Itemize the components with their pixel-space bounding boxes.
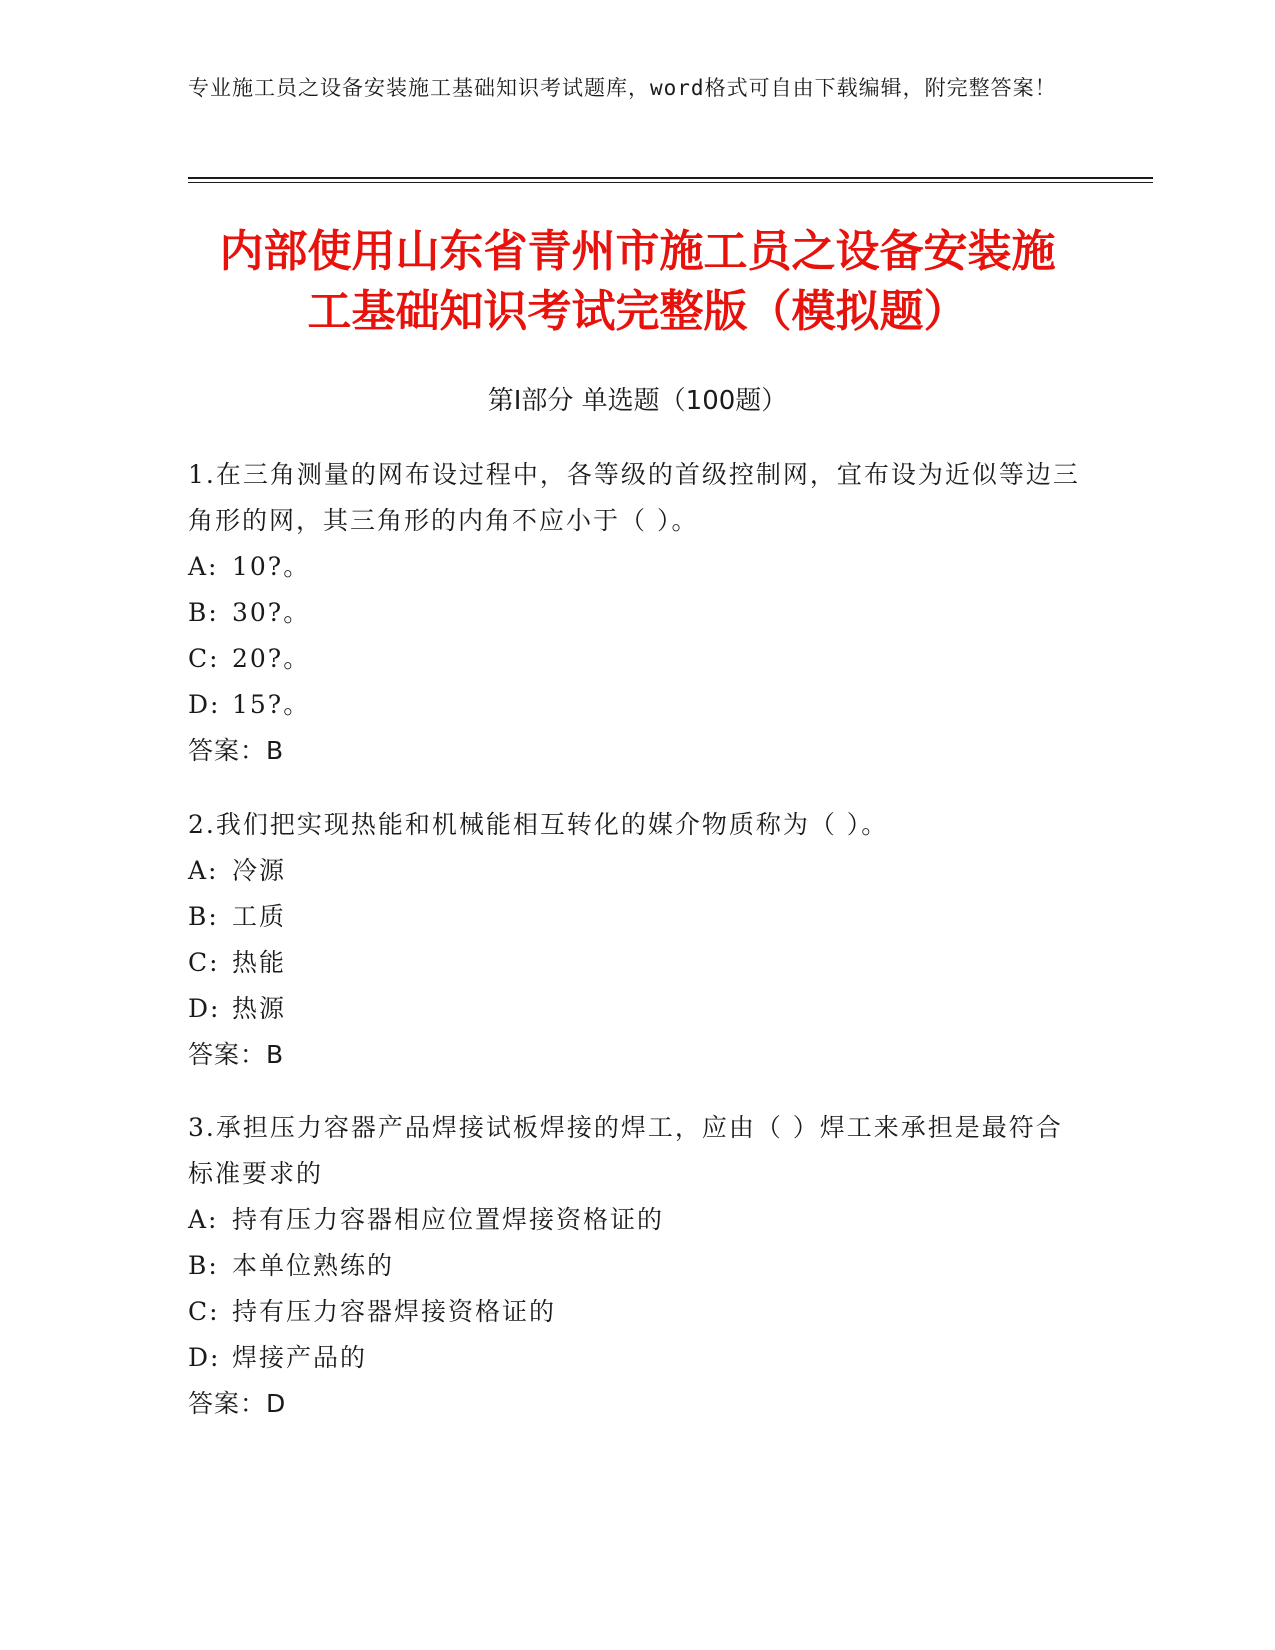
option-text: 持有压力容器焊接资格证的 (232, 1297, 557, 1326)
section-heading: 第Ⅰ部分 单选题（100题） (487, 386, 788, 416)
question-3 (188, 1105, 1088, 1427)
question-option (188, 1289, 1088, 1335)
header-divider-thin (188, 182, 1153, 183)
question-stem: 1.在三角测量的网布设过程中，各等级的首级控制网，宜布设为近似等边三角形的网，其三角形的内角不应小于（ ）。 (188, 460, 1080, 535)
option-text: 10?。 (232, 552, 311, 581)
option-text: 焊接产品的 (232, 1343, 368, 1372)
option-letter: C: (188, 644, 220, 673)
question-stem: 2.我们把实现热能和机械能相互转化的媒介物质称为（ ）。 (188, 810, 889, 839)
document-title (150, 222, 1125, 342)
question-option (188, 894, 1088, 940)
question-stem: 3.承担压力容器产品焊接试板焊接的焊工，应由（ ）焊工来承担是最符合标准要求的 (188, 1113, 1063, 1188)
question-answer: 答案：B (188, 1040, 285, 1069)
option-text: 工质 (232, 902, 287, 931)
question-option (188, 940, 1088, 986)
question-option (188, 1243, 1088, 1289)
question-option (188, 1335, 1088, 1381)
option-letter: D: (188, 994, 221, 1023)
option-text: 15?。 (232, 690, 311, 719)
question-answer: 答案：B (188, 736, 285, 765)
option-letter: A: (188, 552, 219, 581)
option-text: 热源 (232, 994, 287, 1023)
option-letter: D: (188, 690, 221, 719)
option-letter: C: (188, 948, 220, 977)
document-title-line-2: 工基础知识考试完整版（模拟题） (307, 286, 968, 337)
option-text: 30?。 (232, 598, 311, 627)
header-divider-thick (188, 177, 1153, 179)
question-option (188, 590, 1088, 636)
option-letter: A: (188, 1205, 219, 1234)
option-text: 本单位熟练的 (232, 1251, 395, 1280)
question-answer: 答案：D (188, 1389, 287, 1418)
question-option (188, 986, 1088, 1032)
question-option (188, 544, 1088, 590)
option-letter: B: (188, 598, 219, 627)
question-option (188, 1197, 1088, 1243)
option-letter: D: (188, 1343, 221, 1372)
question-option (188, 682, 1088, 728)
question-option (188, 848, 1088, 894)
option-letter: B: (188, 1251, 219, 1280)
option-text: 冷源 (232, 856, 287, 885)
header-note: 专业施工员之设备安装施工基础知识考试题库，word格式可自由下载编辑，附完整答案！ (188, 76, 1057, 100)
option-text: 热能 (232, 948, 287, 977)
question-option (188, 636, 1088, 682)
option-letter: C: (188, 1297, 220, 1326)
option-text: 20?。 (232, 644, 311, 673)
question-1 (188, 452, 1088, 774)
option-letter: B: (188, 902, 219, 931)
option-text: 持有压力容器相应位置焊接资格证的 (232, 1205, 665, 1234)
option-letter: A: (188, 856, 219, 885)
document-title-line-1: 内部使用山东省青州市施工员之设备安装施 (219, 226, 1056, 277)
question-2 (188, 802, 1088, 1078)
